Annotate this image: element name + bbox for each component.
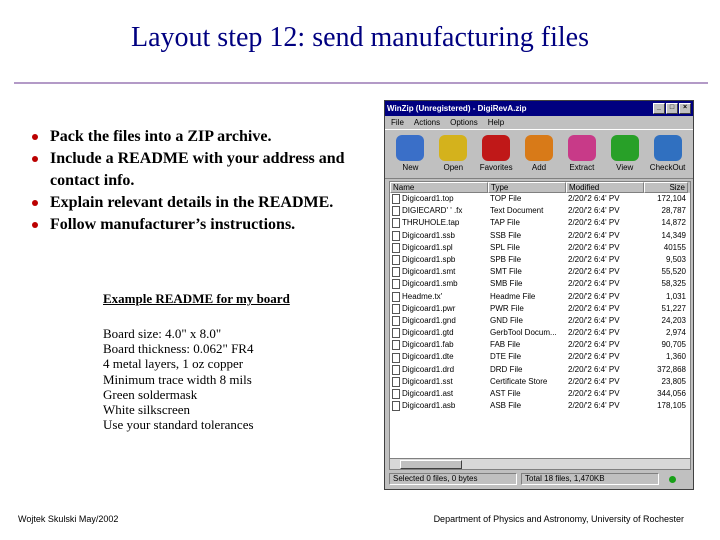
- minimize-button[interactable]: _: [653, 103, 665, 114]
- file-list: [389, 181, 691, 470]
- file-name-cell: [390, 254, 488, 266]
- footer-department: Department of Physics and Astronomy, University of Rochester: [433, 514, 684, 524]
- file-modified-cell: 2/20/'2 6:4' PV: [568, 328, 620, 338]
- menu-bar: [385, 116, 693, 129]
- title-divider: [14, 82, 708, 84]
- file-type-cell: SSB File: [490, 230, 522, 240]
- file-size-cell: 51,227: [661, 303, 686, 313]
- file-size-cell: 24,203: [661, 315, 686, 325]
- toolbar-button-favorites[interactable]: [475, 132, 518, 178]
- toolbar-button-extract[interactable]: [560, 132, 603, 178]
- status-light-icon: [669, 476, 676, 483]
- file-type-cell: Headme File: [490, 291, 536, 301]
- readme-line: Board thickness: 0.062" FR4: [103, 341, 254, 357]
- file-type-cell: PWR File: [490, 303, 524, 313]
- toolbar-button-label: Open: [443, 163, 464, 172]
- file-type-cell: FAB File: [490, 340, 521, 350]
- file-row[interactable]: [390, 376, 690, 388]
- toolbar: [385, 129, 693, 179]
- file-name-cell: [390, 388, 488, 400]
- toolbar-button-label: CheckOut: [649, 163, 686, 172]
- file-size-cell: 9,503: [665, 254, 686, 264]
- file-icon: [392, 267, 400, 277]
- bullet-item: Include a README with your address and contact info.: [32, 148, 377, 192]
- file-row[interactable]: [390, 205, 690, 217]
- file-name: THRUHOLE.tap: [402, 218, 460, 228]
- column-name-header[interactable]: Name: [390, 182, 488, 193]
- file-name: DIGIECARD' ' .fx: [402, 206, 463, 216]
- toolbar-button-label: Favorites: [479, 163, 513, 172]
- file-type-cell: ASB File: [490, 401, 522, 411]
- file-icon: [392, 389, 400, 399]
- file-name-cell: [390, 230, 488, 242]
- readme-line: Minimum trace width 8 mils: [103, 371, 252, 387]
- file-icon: [392, 218, 400, 228]
- file-name: Digicoard1.spb: [402, 254, 456, 264]
- column-size-header[interactable]: Size: [644, 182, 688, 193]
- file-type-cell: GND File: [490, 315, 523, 325]
- file-modified-cell: 2/20/'2 6:4' PV: [568, 230, 620, 240]
- window-titlebar[interactable]: [385, 101, 693, 116]
- file-size-cell: 372,868: [657, 364, 686, 374]
- file-name-cell: [390, 303, 488, 315]
- bullet-item: Explain relevant details in the README.: [32, 192, 377, 214]
- toolbar-button-open[interactable]: [432, 132, 475, 178]
- file-name-cell: [390, 315, 488, 327]
- file-name: Digicoard1.spl: [402, 242, 453, 252]
- file-modified-cell: 2/20/'2 6:4' PV: [568, 389, 620, 398]
- file-icon: [392, 340, 400, 350]
- toolbar-button-add[interactable]: [518, 132, 561, 178]
- file-modified-cell: 2/20/'2 6:4' PV: [568, 194, 620, 203]
- file-type-cell: AST File: [490, 389, 521, 398]
- file-row[interactable]: [390, 242, 690, 254]
- file-name: Digicoard1.dte: [402, 352, 454, 362]
- file-name-cell: [390, 351, 488, 363]
- winzip-window: [384, 100, 694, 490]
- file-name: Headme.tx': [402, 291, 443, 301]
- file-name-cell: [390, 278, 488, 290]
- file-type-cell: Certificate Store: [490, 376, 548, 386]
- menu-file[interactable]: File: [391, 118, 404, 127]
- file-modified-cell: 2/20/'2 6:4' PV: [568, 364, 620, 374]
- file-modified-cell: 2/20/'2 6:4' PV: [568, 291, 620, 301]
- file-size-cell: 40155: [663, 242, 686, 252]
- file-row[interactable]: [390, 400, 690, 412]
- readme-example-title: Example README for my board: [103, 291, 290, 306]
- favorites-heart-icon: [482, 135, 510, 161]
- file-icon: [392, 365, 400, 375]
- file-rows: [390, 193, 690, 412]
- file-name-cell: [390, 205, 488, 217]
- file-size-cell: 55,520: [661, 267, 686, 277]
- file-icon: [392, 328, 400, 338]
- file-size-cell: 58,325: [661, 279, 686, 289]
- close-button[interactable]: ×: [679, 103, 691, 114]
- file-modified-cell: 2/20/'2 6:4' PV: [568, 254, 620, 264]
- file-type-cell: DTE File: [490, 352, 522, 362]
- file-name-cell: [390, 217, 488, 229]
- readme-example-lines: [103, 326, 254, 432]
- toolbar-button-new[interactable]: [389, 132, 432, 178]
- file-name: Digicoard1.smt: [402, 267, 456, 277]
- file-type-cell: Text Document: [490, 206, 544, 216]
- file-name: Digicoard1.ssb: [402, 230, 455, 240]
- file-icon: [392, 255, 400, 265]
- file-name: Digicoard1.sst: [402, 376, 453, 386]
- footer-author: Wojtek Skulski May/2002: [18, 514, 119, 524]
- maximize-button[interactable]: □: [666, 103, 678, 114]
- view-icon: [611, 135, 639, 161]
- column-type-header[interactable]: Type: [488, 182, 566, 193]
- status-total: Total 18 files, 1,470KB: [521, 473, 659, 485]
- file-type-cell: DRD File: [490, 364, 523, 374]
- file-icon: [392, 316, 400, 326]
- status-bar: [389, 472, 689, 486]
- file-type-cell: SPB File: [490, 254, 522, 264]
- open-folder-icon: [439, 135, 467, 161]
- file-size-cell: 28,787: [661, 206, 686, 216]
- file-name-cell: [390, 291, 488, 303]
- file-modified-cell: 2/20/'2 6:4' PV: [568, 206, 620, 216]
- column-modified-header[interactable]: Modified: [566, 182, 644, 193]
- scrollbar-thumb[interactable]: [400, 460, 462, 469]
- toolbar-button-checkout[interactable]: [646, 132, 689, 178]
- file-row[interactable]: [390, 291, 690, 303]
- file-type-cell: SPL File: [490, 242, 520, 252]
- file-row[interactable]: [390, 351, 690, 363]
- file-row[interactable]: [390, 278, 690, 290]
- file-icon: [392, 304, 400, 314]
- file-modified-cell: 2/20/'2 6:4' PV: [568, 352, 620, 362]
- bullet-item: Pack the files into a ZIP archive.: [32, 126, 377, 148]
- file-row[interactable]: [390, 303, 690, 315]
- file-row[interactable]: [390, 339, 690, 351]
- readme-line: White silkscreen: [103, 402, 190, 418]
- readme-line: Board size: 4.0" x 8.0": [103, 326, 222, 341]
- file-modified-cell: 2/20/'2 6:4' PV: [568, 315, 620, 325]
- toolbar-button-label: New: [402, 163, 419, 172]
- slide-title: Layout step 12: send manufacturing files: [131, 22, 589, 53]
- file-icon: [392, 292, 400, 302]
- add-files-icon: [525, 135, 553, 161]
- file-name: Digicoard1.asb: [402, 401, 456, 411]
- file-type-cell: GerbTool Docum...: [490, 328, 557, 338]
- file-name-cell: [390, 376, 488, 388]
- file-name: Digicoard1.ast: [402, 389, 454, 398]
- file-name-cell: [390, 364, 488, 376]
- file-type-cell: TAP File: [490, 218, 520, 228]
- file-size-cell: 178,105: [657, 401, 686, 411]
- file-name: Digicoard1.gtd: [402, 328, 454, 338]
- file-icon: [392, 243, 400, 253]
- toolbar-button-label: View: [616, 163, 634, 172]
- file-row[interactable]: [390, 315, 690, 327]
- file-icon: [392, 353, 400, 363]
- extract-icon: [568, 135, 596, 161]
- file-icon: [392, 279, 400, 289]
- file-name-cell: [390, 193, 488, 205]
- file-name-cell: [390, 339, 488, 351]
- file-row[interactable]: [390, 193, 690, 205]
- file-modified-cell: 2/20/'2 6:4' PV: [568, 279, 620, 289]
- file-size-cell: 2,974: [665, 328, 686, 338]
- file-icon: [392, 231, 400, 241]
- file-size-cell: 1,360: [665, 352, 686, 362]
- file-row[interactable]: [390, 364, 690, 376]
- bullet-list: [32, 126, 377, 236]
- bullet-item: Follow manufacturer’s instructions.: [32, 214, 377, 236]
- status-selected: Selected 0 files, 0 bytes: [389, 473, 517, 485]
- file-row[interactable]: [390, 230, 690, 242]
- file-name: Digicoard1.fab: [402, 340, 454, 350]
- checkout-icon: [654, 135, 682, 161]
- file-modified-cell: 2/20/'2 6:4' PV: [568, 242, 620, 252]
- file-type-cell: SMT File: [490, 267, 522, 277]
- file-modified-cell: 2/20/'2 6:4' PV: [568, 303, 620, 313]
- file-row[interactable]: [390, 327, 690, 339]
- file-type-cell: SMB File: [490, 279, 523, 289]
- readme-line: Use your standard tolerances: [103, 417, 254, 433]
- horizontal-scrollbar[interactable]: [390, 458, 690, 469]
- file-name-cell: [390, 327, 488, 339]
- file-name: Digicoard1.gnd: [402, 315, 456, 325]
- file-size-cell: 14,872: [661, 218, 686, 228]
- file-icon: [392, 194, 400, 204]
- file-size-cell: 23,805: [661, 376, 686, 386]
- file-name: Digicoard1.pwr: [402, 303, 456, 313]
- file-size-cell: 1,031: [665, 291, 686, 301]
- file-modified-cell: 2/20/'2 6:4' PV: [568, 218, 620, 228]
- file-icon: [392, 377, 400, 387]
- file-name: Digicoard1.top: [402, 194, 454, 203]
- toolbar-button-label: Add: [531, 163, 547, 172]
- file-size-cell: 344,056: [657, 389, 686, 398]
- window-title: WinZip (Unregistered) - DigiRevA.zip: [387, 104, 527, 113]
- file-modified-cell: 2/20/'2 6:4' PV: [568, 376, 620, 386]
- file-name: Digicoard1.smb: [402, 279, 458, 289]
- file-modified-cell: 2/20/'2 6:4' PV: [568, 401, 620, 411]
- file-row[interactable]: [390, 388, 690, 400]
- file-icon: [392, 401, 400, 411]
- file-modified-cell: 2/20/'2 6:4' PV: [568, 267, 620, 277]
- file-size-cell: 14,349: [661, 230, 686, 240]
- file-name-cell: [390, 266, 488, 278]
- readme-line: Green soldermask: [103, 386, 198, 402]
- file-size-cell: 172,104: [657, 194, 686, 203]
- file-modified-cell: 2/20/'2 6:4' PV: [568, 340, 620, 350]
- file-row[interactable]: [390, 217, 690, 229]
- file-name: Digicoard1.drd: [402, 364, 455, 374]
- menu-options[interactable]: Options: [450, 118, 478, 127]
- readme-line: 4 metal layers, 1 oz copper: [103, 356, 244, 372]
- menu-help[interactable]: Help: [487, 118, 505, 127]
- toolbar-button-label: Extract: [569, 163, 595, 172]
- file-row[interactable]: [390, 254, 690, 266]
- file-name-cell: [390, 242, 488, 254]
- file-type-cell: TOP File: [490, 194, 522, 203]
- file-name-cell: [390, 400, 488, 412]
- column-headers: [390, 182, 690, 193]
- menu-actions[interactable]: Actions: [413, 118, 441, 127]
- file-size-cell: 90,705: [661, 340, 686, 350]
- file-row[interactable]: [390, 266, 690, 278]
- new-archive-icon: [396, 135, 424, 161]
- toolbar-button-view[interactable]: [603, 132, 646, 178]
- file-icon: [392, 206, 400, 216]
